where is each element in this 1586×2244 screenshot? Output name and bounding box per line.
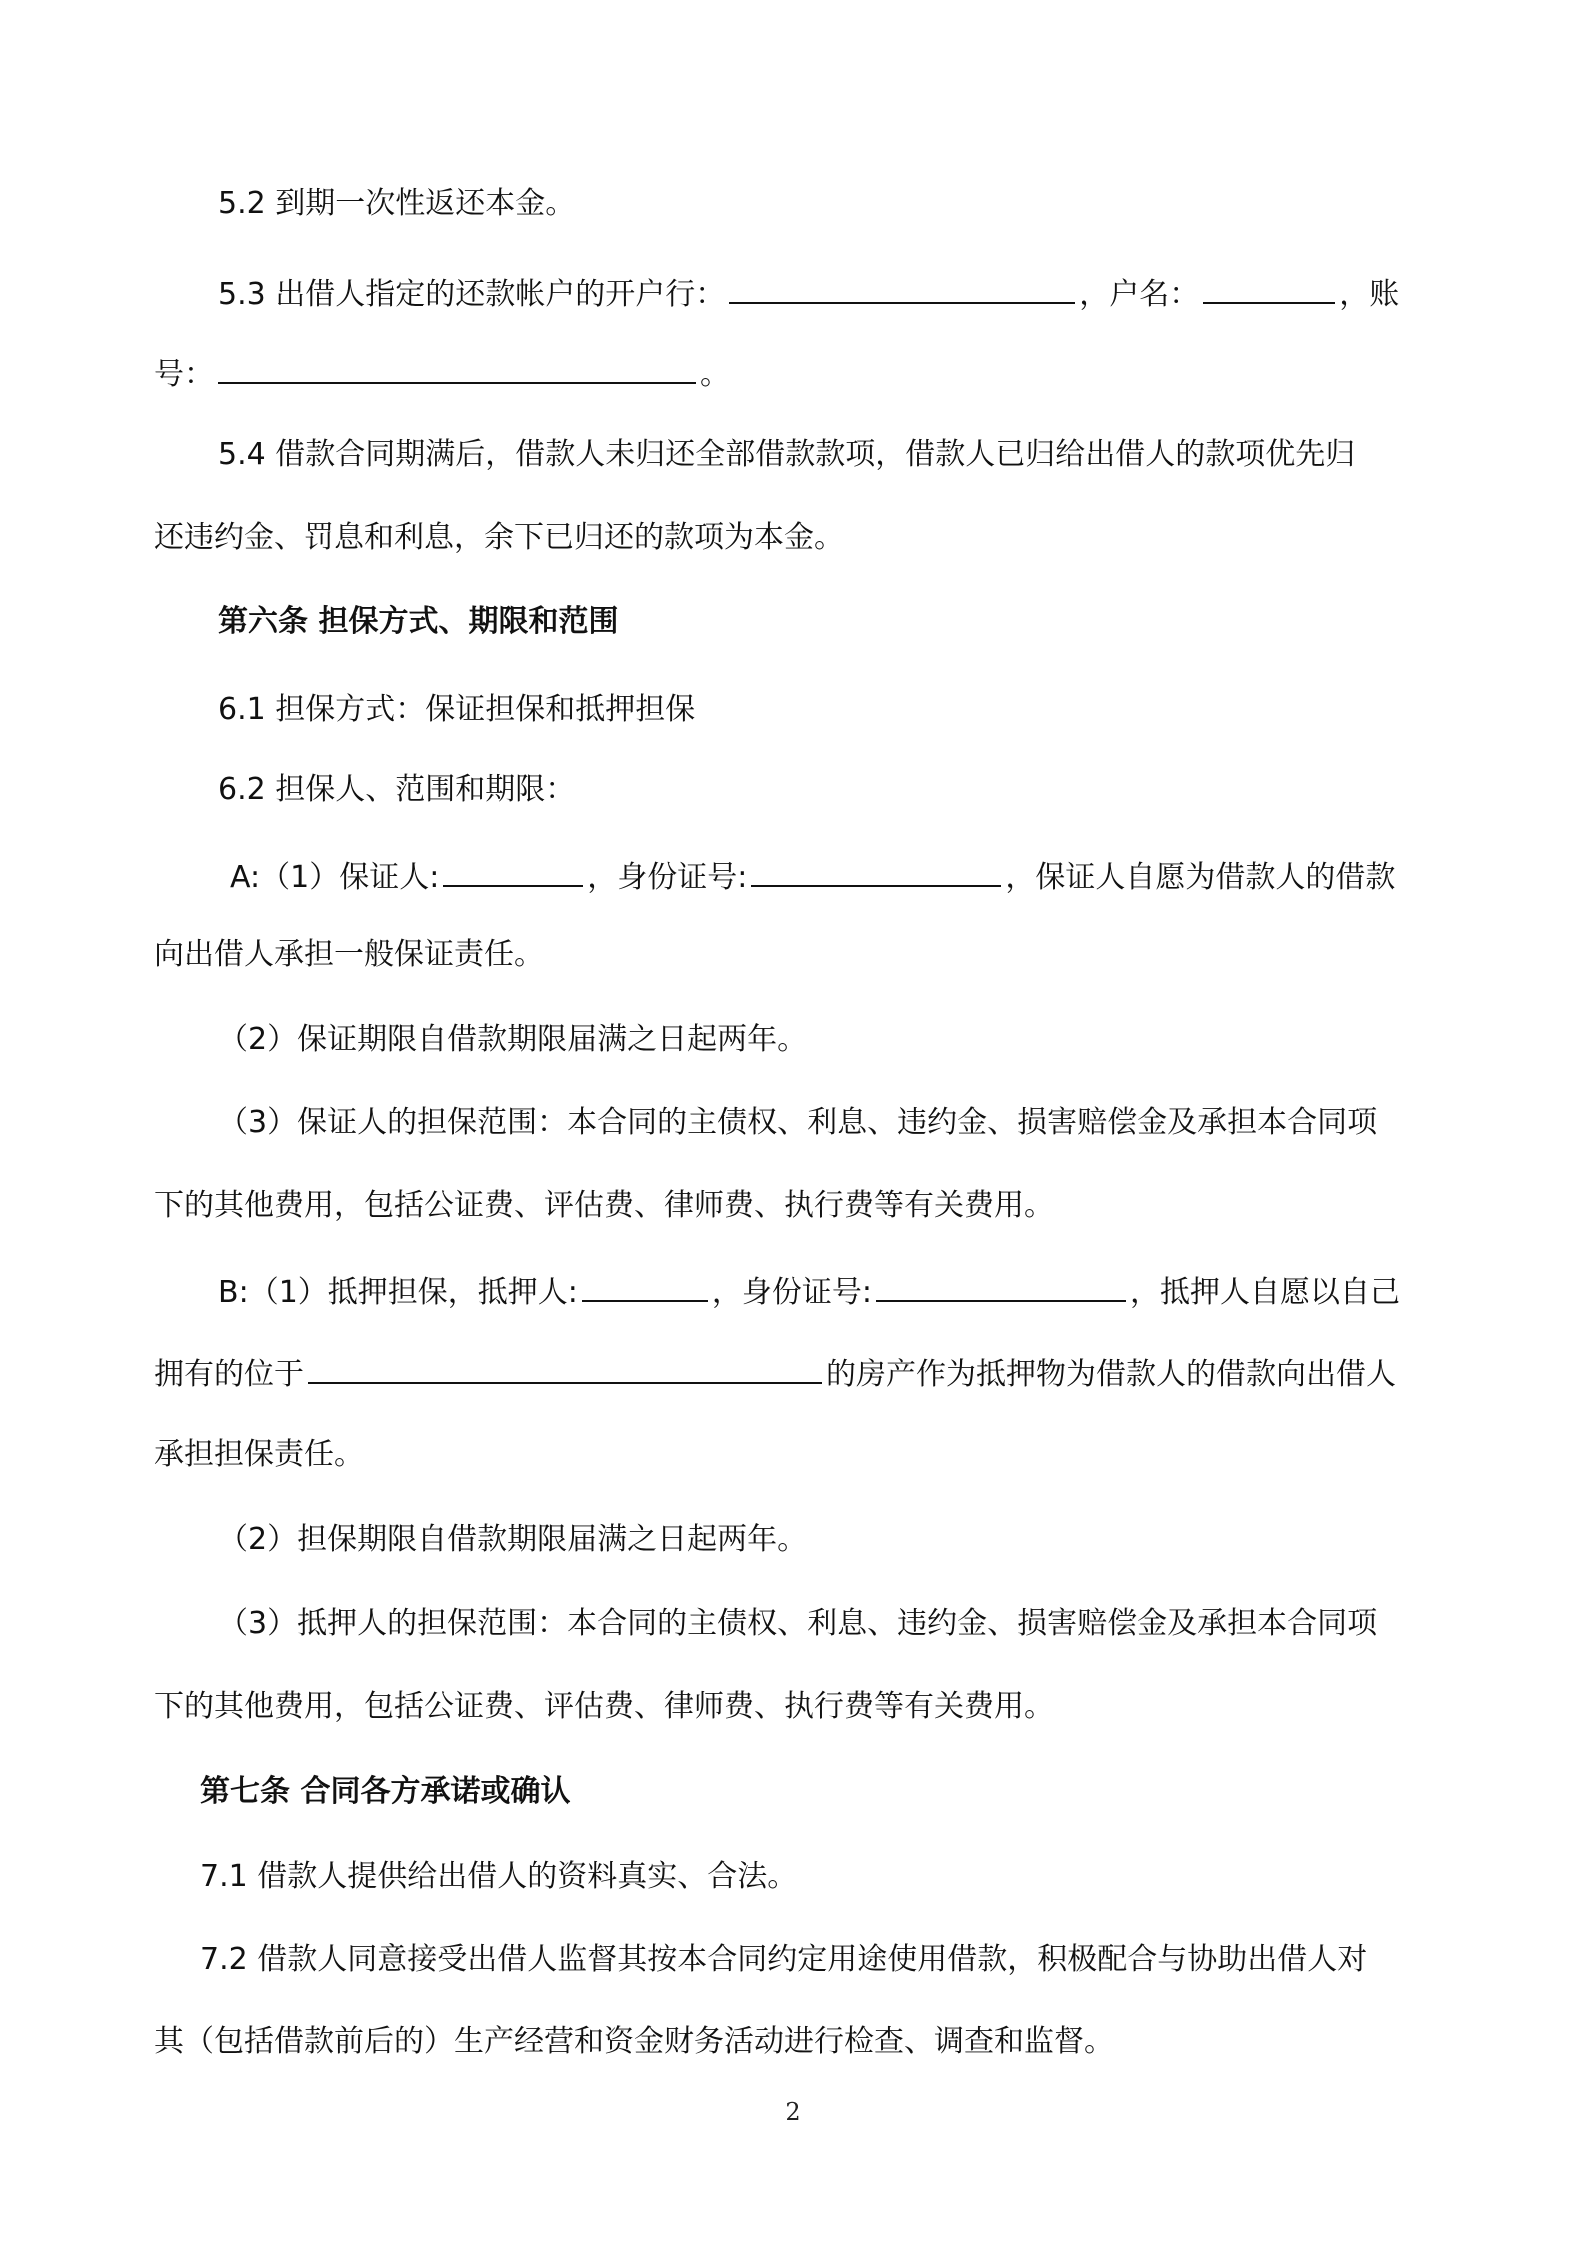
- clause-6-1: 6.1 担保方式：保证担保和抵押担保: [218, 692, 696, 727]
- account-holder-blank[interactable]: [1203, 272, 1335, 304]
- mortgage-b-text-e: 的房产作为抵押物为借款人的借款向出借人: [826, 1357, 1396, 1392]
- mortgage-b-text-b: ，身份证号:: [711, 1275, 872, 1310]
- mortgage-b-term: （2）担保期限自借款期限届满之日起两年。: [218, 1522, 808, 1557]
- guarantor-a-text-b: ，身份证号:: [587, 860, 748, 895]
- mortgage-b-scope-line-1: （3）抵押人的担保范围：本合同的主债权、利息、违约金、损害赔偿金及承担本合同项: [218, 1606, 1378, 1641]
- mortgage-b-text-d: 拥有的位于: [154, 1357, 304, 1392]
- clause-5-3-text-c: ，账: [1339, 277, 1400, 312]
- mortgage-b-text-c: ，抵押人自愿以自己: [1130, 1275, 1400, 1310]
- article-7-heading: 第七条 合同各方承诺或确认: [200, 1774, 571, 1809]
- page-number: 2: [785, 2098, 801, 2126]
- clause-5-3-line-2: [154, 352, 730, 392]
- guarantor-a-text-a: A:（1）保证人:: [230, 860, 440, 895]
- clause-5-3-text-b: ，户名：: [1079, 277, 1200, 312]
- guarantor-name-blank[interactable]: [443, 855, 583, 887]
- clause-5-3-text-a: 5.3 出借人指定的还款帐户的开户行：: [218, 277, 726, 312]
- guarantor-id-blank[interactable]: [751, 855, 1001, 887]
- mortgage-b-text-a: B:（1）抵押担保，抵押人:: [218, 1275, 578, 1310]
- guarantor-a-scope-line-1: （3）保证人的担保范围：本合同的主债权、利息、违约金、损害赔偿金及承担本合同项: [218, 1105, 1378, 1140]
- clause-5-4-line-2: 还违约金、罚息和利息，余下已归还的款项为本金。: [154, 520, 844, 555]
- guarantor-a-text-c: ，保证人自愿为借款人的借款: [1005, 860, 1396, 895]
- clause-7-2-line-2: 其（包括借款前后的）生产经营和资金财务活动进行检查、调查和监督。: [154, 2024, 1114, 2059]
- guarantor-a-scope-line-2: 下的其他费用，包括公证费、评估费、律师费、执行费等有关费用。: [154, 1188, 1054, 1223]
- clause-5-2: 5.2 到期一次性返还本金。: [218, 186, 576, 221]
- account-number-blank[interactable]: [218, 352, 696, 384]
- mortgage-b-line-2: [154, 1352, 1396, 1392]
- guarantor-a-line-2: 向出借人承担一般保证责任。: [154, 937, 544, 972]
- guarantor-a-term: （2）保证期限自借款期限届满之日起两年。: [218, 1022, 808, 1057]
- clause-5-3-text-e: 。: [700, 357, 730, 392]
- mortgage-b-line-3: 承担担保责任。: [154, 1437, 364, 1472]
- mortgagor-id-blank[interactable]: [876, 1270, 1126, 1302]
- clause-7-1: 7.1 借款人提供给出借人的资料真实、合法。: [200, 1859, 798, 1894]
- mortgagor-name-blank[interactable]: [582, 1270, 708, 1302]
- clause-5-4-line-1: 5.4 借款合同期满后，借款人未归还全部借款款项，借款人已归给出借人的款项优先归: [218, 437, 1356, 472]
- property-location-blank[interactable]: [308, 1352, 822, 1384]
- guarantor-a-line-1: [230, 855, 1395, 895]
- article-6-heading: 第六条 担保方式、期限和范围: [218, 604, 619, 639]
- bank-name-blank[interactable]: [729, 272, 1075, 304]
- clause-6-2: 6.2 担保人、范围和期限：: [218, 772, 576, 807]
- mortgage-b-line-1: [218, 1270, 1400, 1310]
- clause-5-3-line-1: [218, 272, 1399, 312]
- clause-7-2-line-1: 7.2 借款人同意接受出借人监督其按本合同约定用途使用借款，积极配合与协助出借人对: [200, 1942, 1368, 1977]
- clause-5-3-text-d: 号：: [154, 357, 214, 392]
- mortgage-b-scope-line-2: 下的其他费用，包括公证费、评估费、律师费、执行费等有关费用。: [154, 1689, 1054, 1724]
